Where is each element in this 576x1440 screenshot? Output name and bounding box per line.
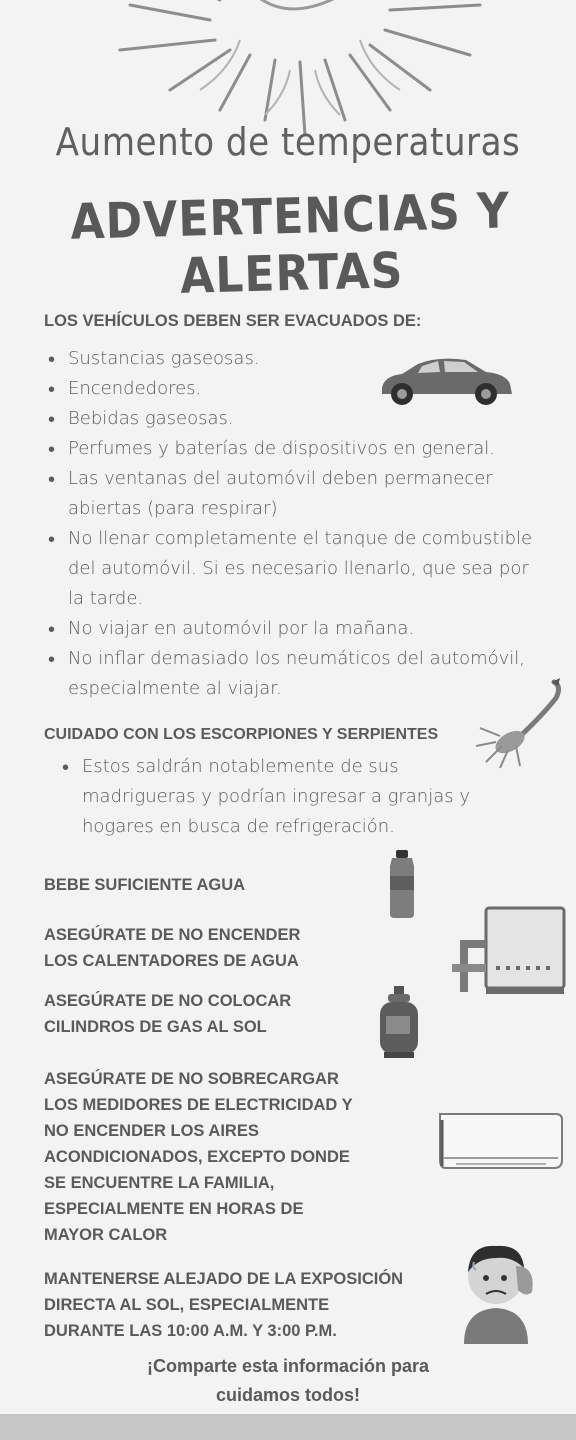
gas-line: ASEGÚRATE DE NO COLOCAR [44,992,292,1010]
footer-line: cuidamos todos! [215,1385,360,1405]
list-item: • Bebidas gaseosas. [44,404,534,434]
electricity-line: MAYOR CALOR [44,1226,168,1244]
electricity-line: ACONDICIONADOS, EXCEPTO DONDE [44,1148,350,1166]
sun-exposure-heading [44,1266,403,1344]
bottom-bar [0,1414,576,1440]
scorpions-list [58,752,494,842]
sun-line: DIRECTA AL SOL, ESPECIALMENTE [44,1296,330,1314]
page-subtitle: ADVERTENCIAS Y ALERTAS [69,182,511,305]
list-item: • No viajar en automóvil por la mañana. [44,614,534,644]
list-item: • No inflar demasiado los neumáticos del automóvil, especialmente al viajar. [44,644,534,704]
heaters-line: LOS CALENTADORES DE AGUA [44,952,299,970]
heaters-line: ASEGÚRATE DE NO ENCENDER [44,926,301,944]
electricity-line: NO ENCENDER LOS AIRES [44,1122,259,1140]
page-title: Aumento de temperaturas [55,120,521,164]
vehicles-heading: LOS VEHÍCULOS DEBEN SER EVACUADOS DE: [44,312,422,330]
air-conditioner-icon [436,1110,564,1174]
sun-line: DURANTE LAS 10:00 A.M. Y 3:00 P.M. [44,1322,337,1340]
gas-cylinder-icon [376,986,422,1058]
water-heading: BEBE SUFICIENTE AGUA [44,876,246,894]
water-heater-icon [452,906,568,996]
car-icon [378,352,516,408]
gas-line: CILINDROS DE GAS AL SOL [44,1018,267,1036]
footer-message [0,1352,576,1410]
scorpion-icon [472,676,568,772]
gas-heading [44,988,291,1040]
list-item: • Sustancias gaseosas. [44,344,534,374]
electricity-heading [44,1066,353,1248]
list-item: • Perfumes y baterías de dispositivos en general. [44,434,534,464]
water-bottle-icon [384,850,420,920]
electricity-line: SE ENCUENTRE LA FAMILIA, [44,1174,275,1192]
electricity-line: ASEGÚRATE DE NO SOBRECARGAR [44,1070,339,1088]
list-item: • Encendedores. [44,374,534,404]
scorpions-heading: CUIDADO CON LOS ESCORPIONES Y SERPIENTES [44,726,439,743]
electricity-line: LOS MEDIDORES DE ELECTRICIDAD Y [44,1096,353,1114]
electricity-line: ESPECIALMENTE EN HORAS DE [44,1200,304,1218]
sun-line: MANTENERSE ALEJADO DE LA EXPOSICIÓN [44,1270,404,1288]
list-item: • Estos saldrán notablemente de sus madrigueras y podrían ingresar a granjas y hogares en busca de refrigeración. [58,752,494,842]
sweating-person-icon [456,1236,540,1344]
list-item: • No llenar completamente el tanque de combustible del automóvil. Si es necesario llenarlo, que sea por la tarde. [44,524,534,614]
heaters-heading [44,922,300,974]
footer-line: ¡Comparte esta información para [146,1356,430,1376]
list-item: • Las ventanas del automóvil deben permanecer abiertas (para respirar) [44,464,534,524]
